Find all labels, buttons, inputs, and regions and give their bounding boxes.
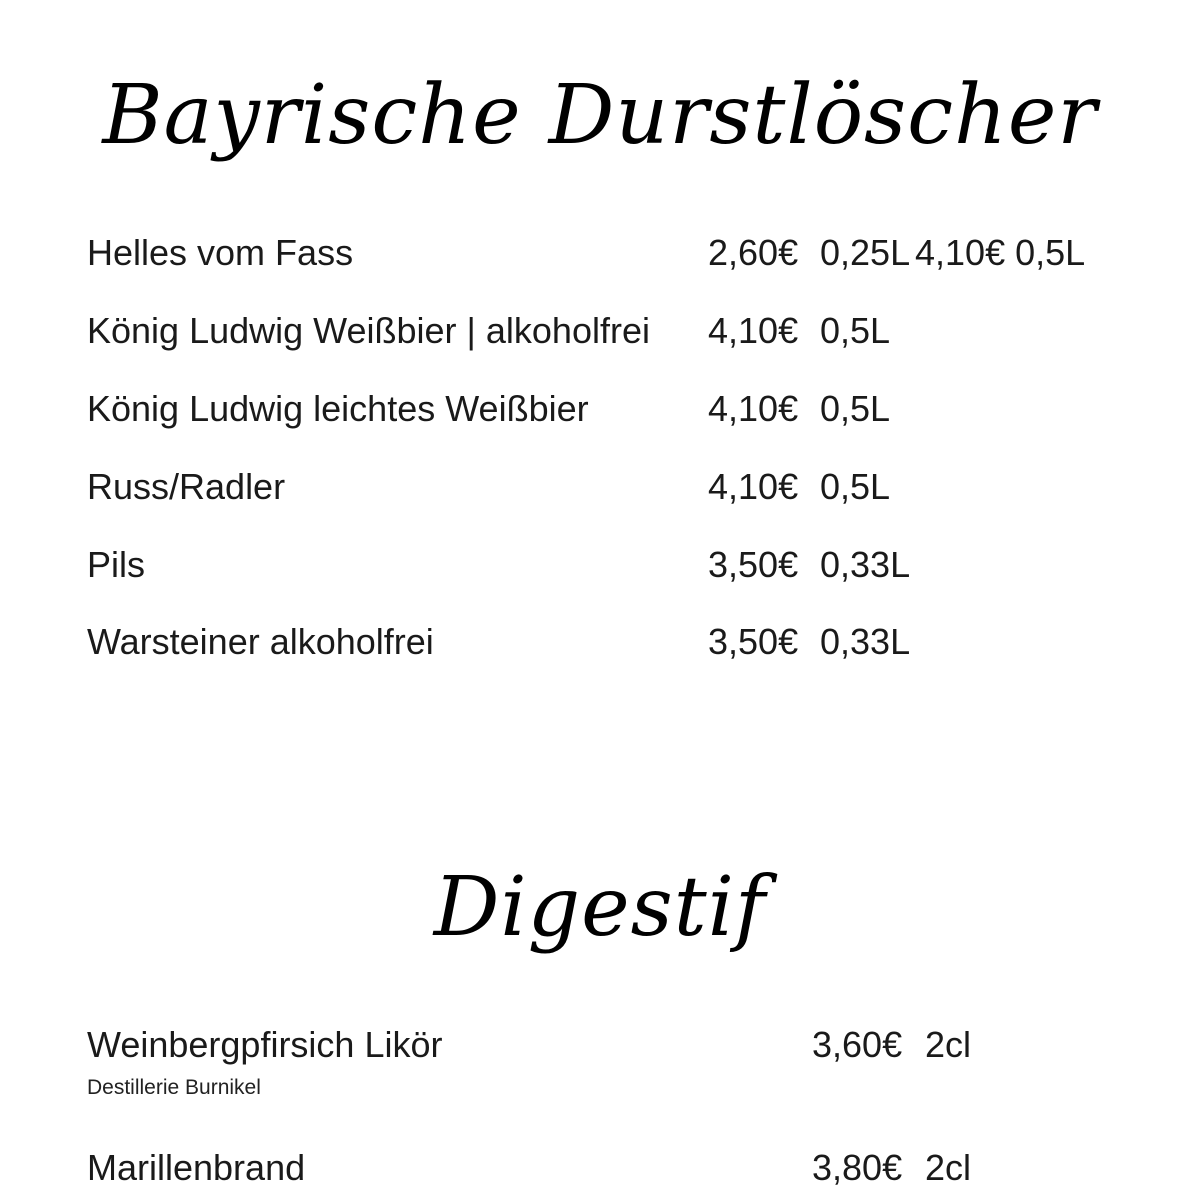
item-size: 0,33L [820, 544, 911, 585]
menu-item [0, 306, 1200, 356]
item-name: Pils [87, 544, 146, 585]
menu-item [0, 540, 1200, 590]
item-price: 3,80€ [812, 1147, 903, 1188]
item-size: 0,5L [820, 310, 891, 351]
menu-item [0, 1143, 1200, 1193]
item-name: Marillenbrand [87, 1147, 306, 1188]
item-size: 0,25L [820, 232, 911, 273]
item-producer-note: Destillerie Burnikel [87, 1076, 261, 1099]
item-price: 4,10€ [708, 310, 799, 351]
item-name: König Ludwig Weißbier | alkoholfrei [87, 310, 650, 351]
item-size: 2cl [925, 1147, 972, 1188]
item-name: König Ludwig leichtes Weißbier [87, 388, 589, 429]
item-price: 3,60€ [812, 1024, 903, 1065]
section-title-digestif: Digestif [433, 860, 767, 955]
item-name: Russ/Radler [87, 466, 286, 507]
item-price: 3,50€ [708, 544, 799, 585]
item-name: Helles vom Fass [87, 232, 354, 273]
item-extra-price-size: 4,10€ 0,5L [915, 232, 1086, 273]
item-price: 4,10€ [708, 466, 799, 507]
menu-item [0, 617, 1200, 667]
item-size: 2cl [925, 1024, 972, 1065]
menu-item [0, 384, 1200, 434]
item-price: 2,60€ [708, 232, 799, 273]
item-size: 0,5L [820, 466, 891, 507]
item-name: Warsteiner alkoholfrei [87, 621, 434, 662]
item-price: 4,10€ [708, 388, 799, 429]
menu-item [0, 1020, 1200, 1070]
section-title-durstloescher: Bayrische Durstlöscher [102, 68, 1098, 163]
menu-item [0, 228, 1200, 278]
item-size: 0,33L [820, 621, 911, 662]
item-name: Weinbergpfirsich Likör [87, 1024, 443, 1065]
item-size: 0,5L [820, 388, 891, 429]
menu-item [0, 462, 1200, 512]
item-price: 3,50€ [708, 621, 799, 662]
